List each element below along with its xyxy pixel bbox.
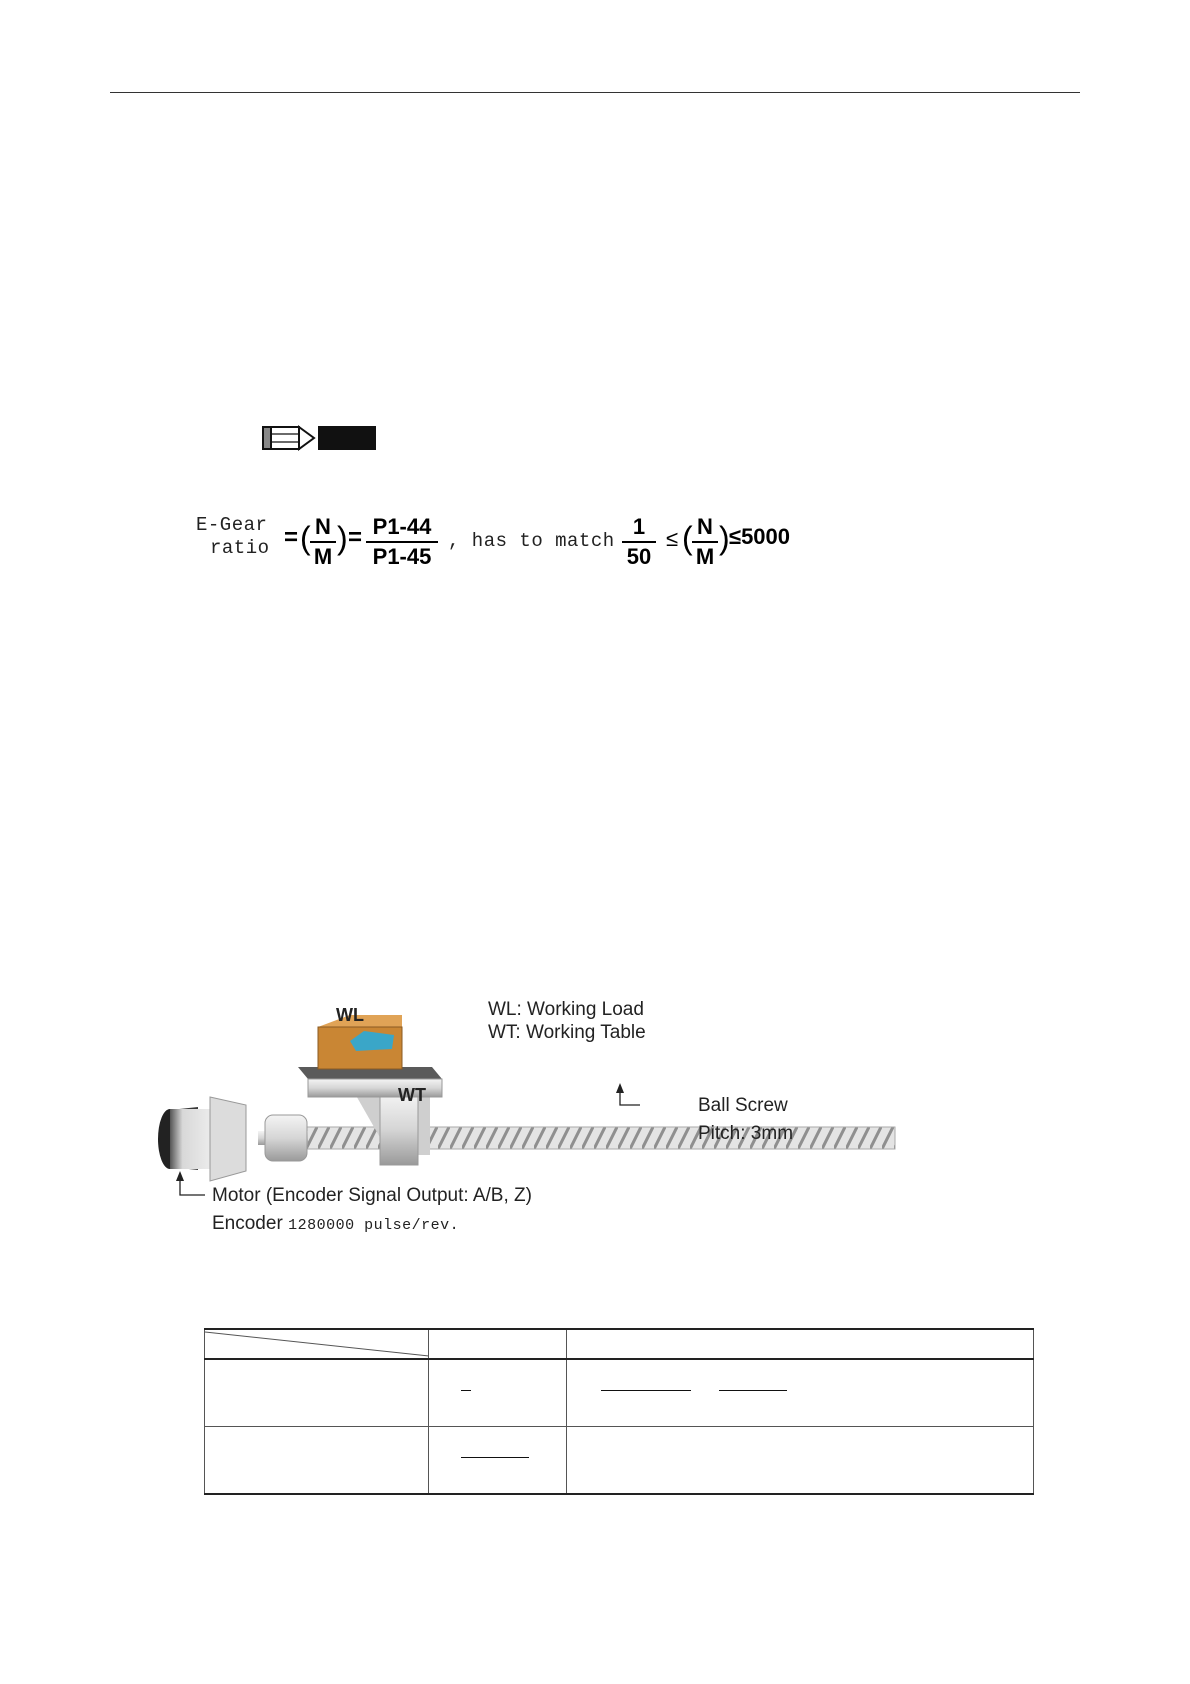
nm-fraction: [310, 516, 336, 568]
legend-wt: WT: Working Table: [488, 1022, 646, 1043]
table-cell: [428, 1359, 566, 1427]
fraction-bar: [719, 1390, 787, 1391]
note-pencil-icon: [262, 425, 318, 451]
coupling: [265, 1115, 307, 1161]
wt-label: WT: [398, 1085, 426, 1105]
nm-fraction-2: [692, 516, 718, 568]
table-header-row: [205, 1329, 1034, 1359]
wl-label: WL: [336, 1005, 364, 1025]
nm-denominator-2: M: [695, 544, 715, 569]
encoder-value: 1280000 pulse/rev.: [288, 1217, 460, 1234]
fraction-bar: [461, 1390, 471, 1391]
formula-label-line2: ratio: [210, 537, 270, 559]
table-cell: [205, 1359, 429, 1427]
egear-formula: [196, 510, 836, 570]
lower-denominator: 50: [626, 544, 652, 569]
param-fraction: [366, 516, 438, 568]
table-header-col2: [428, 1329, 566, 1359]
equals-sign-2: =: [348, 524, 363, 551]
encoder-caption: [212, 1213, 459, 1235]
open-paren: (: [300, 520, 311, 556]
upper-bound: ≤5000: [729, 524, 791, 549]
equals-sign: =: [284, 524, 299, 551]
parameter-table: [204, 1328, 1034, 1495]
ball-screw-caption: Ball Screw: [698, 1095, 788, 1116]
table-cell: [566, 1427, 1033, 1495]
motor-caption: Motor (Encoder Signal Output: A/B, Z): [212, 1185, 532, 1206]
lower-bound-fraction: [622, 516, 656, 568]
formula-connector: , has to match: [448, 530, 615, 552]
diagonal-divider: [205, 1330, 429, 1358]
table-row: [205, 1427, 1034, 1495]
formula-label-line1: E-Gear: [196, 514, 268, 536]
table-row: [205, 1359, 1034, 1427]
nm-denominator: M: [313, 544, 333, 569]
param-numerator: P1-44: [366, 516, 438, 543]
param-denominator: P1-45: [372, 544, 432, 569]
pitch-caption: Pitch: 3mm: [698, 1123, 794, 1144]
table-cell: [205, 1427, 429, 1495]
header-rule: [110, 92, 1080, 93]
lower-numerator: 1: [622, 516, 656, 543]
close-paren: ): [337, 520, 348, 556]
table-header-col3: [566, 1329, 1033, 1359]
fraction-bar: [601, 1390, 691, 1391]
legend-wl: WL: Working Load: [488, 999, 644, 1020]
nm-numerator-2: N: [692, 516, 718, 543]
less-equal-sign: ≤: [666, 526, 679, 551]
table-cell: [428, 1427, 566, 1495]
fraction-bar: [461, 1457, 529, 1458]
close-paren-2: ): [719, 520, 730, 556]
table-cell: [566, 1359, 1033, 1427]
motor-flange: [210, 1097, 246, 1181]
encoder-word: Encoder: [212, 1213, 283, 1234]
table-header-corner: [205, 1329, 429, 1359]
ball-screw-diagram: [150, 999, 910, 1265]
note-tag: [318, 426, 376, 450]
open-paren-2: (: [682, 520, 693, 556]
nm-numerator: N: [310, 516, 336, 543]
